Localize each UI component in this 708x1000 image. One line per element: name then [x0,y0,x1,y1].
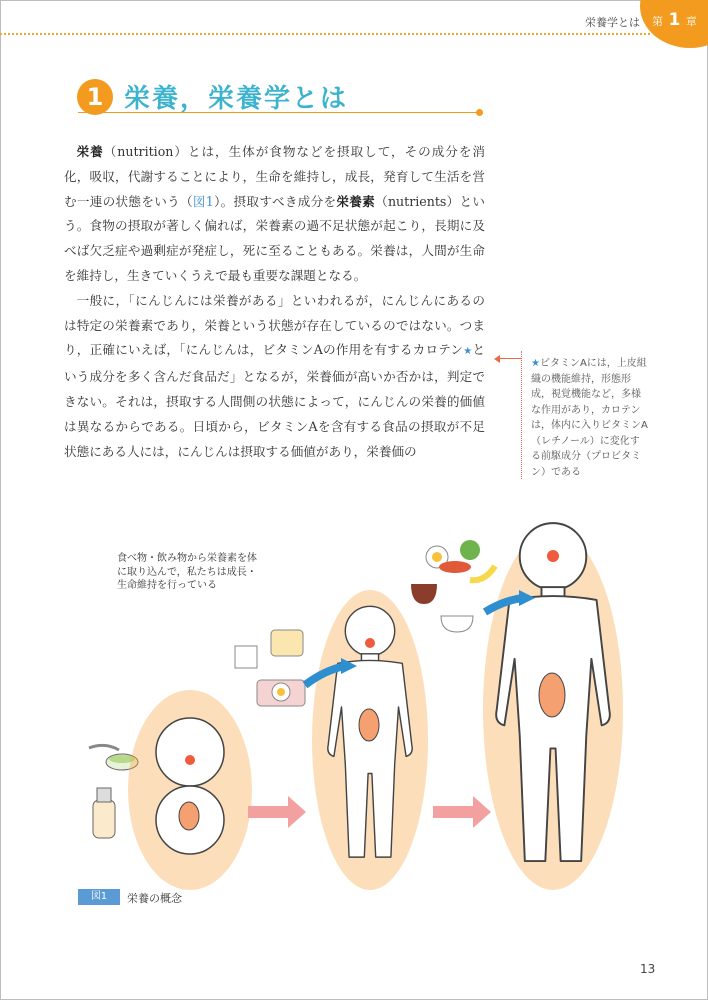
side-note-star: ★ [531,358,540,369]
section-number-badge: 1 [77,79,113,115]
side-note [531,356,649,480]
paragraph-1 [64,140,485,289]
p1-text-3: （nutrients）という。食物の摂取が著しく偏れば，栄養素の過不足状態が起こり，長期に及べば欠乏症や過剰症が発症し，死に至ることもある。栄養は，人間が生命を維持し，生きていくうえで最も重要な課題となる。 [64,193,486,283]
footnote-star-marker[interactable]: ★ [463,346,473,358]
term-nutrients: 栄養素 [336,193,376,209]
running-head: 栄養学とは [585,16,640,29]
p2-text-1: 一般に，「にんじんには栄養がある」といわれるが，にんじんにあるのは特定の栄養素であり，栄養という状態が存在しているのではない。つまり，正確にいえば，「にんじんは，ビタミンAの作用を有するカロテン [64,292,485,358]
p1-text-1: （nutrition）とは，生体が食物などを摂取して，その成分を消化，吸収，代謝することにより，生命を維持し，成長，発育して生活を営む一連の状態をいう（ [64,144,485,209]
nutrition-concept-illustration [75,520,635,890]
header-dotted-rule [0,33,650,35]
section-title-rule-dot [476,109,483,116]
child-figure [312,590,428,890]
baby-figure [128,690,252,890]
adult-figure [483,523,623,890]
child-food-icon [235,630,305,706]
body-text [64,140,485,464]
p1-text-2: ）。摂取すべき成分を [213,193,337,209]
note-arrow-line [499,358,521,359]
section-title: 栄養，栄養学とは [124,84,349,114]
note-arrow-icon [494,355,500,363]
figure-caption-text: 食べ物・飲み物から栄養素を体に取り込んで，私たちは成長・生命維持を行っている [117,553,257,591]
side-note-text: ビタミンAには，上皮組織の機能維持，形態形成，視覚機能など，多様な作用があり，カロテンは，体内に入りビタミンA（レチノール）に変化する前駆成分（プロビタミン）である [531,358,648,478]
page-number: 13 [640,962,656,976]
growth-arrow-2 [433,796,491,828]
p2-text-2: という成分を多く含んだ食品だ」となるが，栄養価が高いか否かは，判定できない。それは，摂取する人間側の状態によって，にんじんの栄養的価値は異なるからである。日頃から，ビタミンAを含有する食品の摂取が不足状態にある人には，にんじんは摂取する価値があり，栄養価の [64,342,486,459]
term-nutrition: 栄養 [76,144,104,159]
chapter-suffix: 章 [685,15,697,28]
section-title-rule [78,112,478,113]
figure-label: 図1 [78,889,120,905]
adult-food-icon [411,540,495,632]
chapter-number: 1 [668,10,681,30]
growth-arrow-1 [248,796,306,828]
paragraph-2 [64,289,485,465]
figure-reference-link[interactable]: 図1 [192,193,214,209]
note-divider [521,351,522,479]
chapter-label [652,10,697,30]
figure-title: 栄養の概念 [127,892,182,905]
chapter-prefix: 第 [652,15,663,28]
